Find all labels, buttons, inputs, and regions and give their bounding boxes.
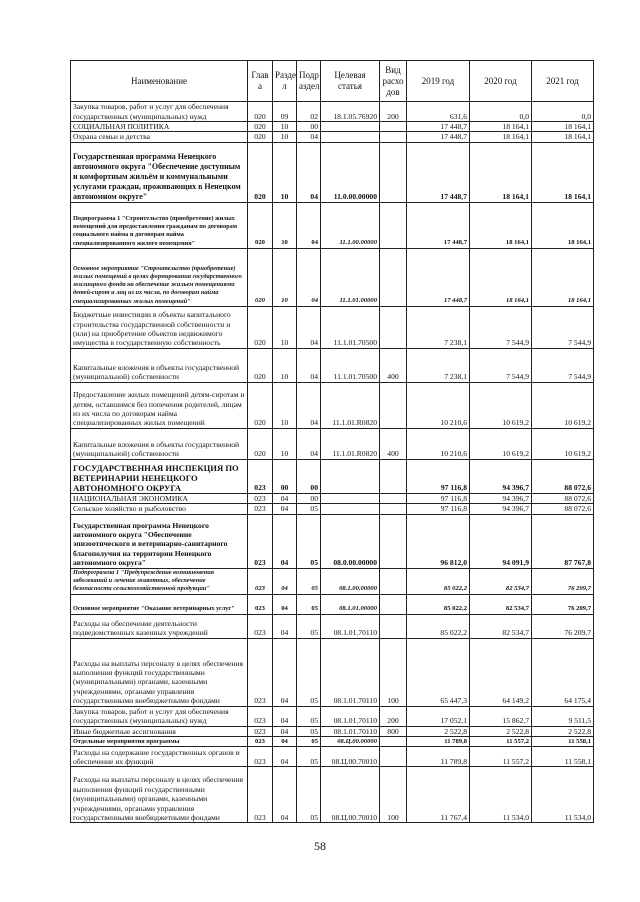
data-cell-2020: 15 862,7 [470, 706, 532, 726]
data-cell-razdel: 04 [273, 706, 297, 726]
data-cell-name: Предоставление жилых помещений детям-сиротам и детям, оставшимся без попечения родителей, лицам из их числа по договорам найма специализированных жилых помещений [71, 382, 248, 428]
table-row [71, 202, 594, 248]
data-cell-razdel: 04 [273, 638, 297, 706]
data-cell-podrazdel: 04 [297, 428, 321, 459]
data-cell-podrazdel: 05 [297, 614, 321, 638]
data-cell-razdel: 10 [273, 202, 297, 248]
data-cell-podrazdel: 05 [297, 706, 321, 726]
data-cell-2020: 94 396,7 [470, 504, 532, 514]
data-cell-podrazdel: 05 [297, 568, 321, 594]
data-cell-podrazdel: 04 [297, 382, 321, 428]
data-cell-glava: 023 [248, 726, 273, 736]
table-row [71, 504, 594, 514]
data-cell-name: Расходы на выплаты персоналу в целях обеспечения выполнения функций государственными (муниципальными) органами, казенными учреждениями, органами управления государственными внебюджетными фондами [71, 767, 248, 823]
data-cell-glava: 023 [248, 514, 273, 568]
data-cell-name: Капитальные вложения в объекты государственной (муниципальной) собственности [71, 348, 248, 382]
data-cell-podrazdel: 05 [297, 504, 321, 514]
header-target: Целевая статья [321, 61, 380, 102]
data-cell-glava: 020 [248, 102, 273, 122]
data-cell-podrazdel: 00 [297, 122, 321, 132]
data-cell-name: Основное мероприятие "Строительство (приобретение) жилых помещений в целях формирования государственного жилищного фонда на обеспечение жильем помещениями детей-сирот и лиц из их числа, по договорам найма специализированных жилых помещений" [71, 248, 248, 306]
data-cell-razdel: 10 [273, 142, 297, 202]
data-cell-name: Сельское хозяйство и рыболовство [71, 504, 248, 514]
data-cell-target: 08.Ц.00.00000 [321, 737, 380, 747]
data-cell-vid [380, 614, 407, 638]
data-cell-2021: 10 619,2 [532, 428, 594, 459]
data-cell-razdel: 04 [273, 726, 297, 736]
data-cell-razdel: 04 [273, 594, 297, 614]
data-cell-2021: 11 534,0 [532, 767, 594, 823]
data-cell-podrazdel: 05 [297, 767, 321, 823]
table-row [71, 747, 594, 767]
page-number: 58 [314, 839, 326, 853]
table-row [71, 638, 594, 706]
data-cell-vid [380, 382, 407, 428]
table-row [71, 594, 594, 614]
header-name: Наименование [71, 61, 248, 102]
data-cell-glava: 020 [248, 382, 273, 428]
data-cell-target: 08.1.00.00000 [321, 568, 380, 594]
data-cell-2019: 17 448,7 [407, 132, 470, 142]
data-cell-target: 11.1.01.70500 [321, 306, 380, 348]
data-cell-podrazdel: 00 [297, 493, 321, 503]
data-cell-razdel: 04 [273, 514, 297, 568]
data-cell-2019: 11 789,8 [407, 737, 470, 747]
data-cell-vid [380, 459, 407, 493]
data-cell-2019: 85 022,2 [407, 594, 470, 614]
data-cell-razdel: 10 [273, 132, 297, 142]
data-cell-2021: 0,0 [532, 102, 594, 122]
data-cell-2021: 76 209,7 [532, 594, 594, 614]
table-row [71, 428, 594, 459]
data-cell-glava: 023 [248, 568, 273, 594]
data-cell-2020: 94 396,7 [470, 459, 532, 493]
data-cell-podrazdel: 05 [297, 594, 321, 614]
data-cell-podrazdel: 04 [297, 348, 321, 382]
data-cell-podrazdel: 05 [297, 747, 321, 767]
table-row [71, 248, 594, 306]
data-cell-podrazdel: 04 [297, 142, 321, 202]
data-cell-2020: 2 522,8 [470, 726, 532, 736]
data-cell-2021: 76 209,7 [532, 614, 594, 638]
budget-table-sheet [70, 60, 593, 823]
data-cell-name: Закупка товаров, работ и услуг для обеспечения государственных (муниципальных) нужд [71, 706, 248, 726]
data-cell-vid: 800 [380, 726, 407, 736]
data-cell-glava: 023 [248, 504, 273, 514]
data-cell-vid [380, 747, 407, 767]
table-row [71, 382, 594, 428]
data-cell-target: 08.Ц.00.70010 [321, 747, 380, 767]
data-cell-2019: 96 812,0 [407, 514, 470, 568]
data-cell-2020: 18 164,1 [470, 132, 532, 142]
data-cell-glava: 023 [248, 638, 273, 706]
data-cell-2021: 76 209,7 [532, 568, 594, 594]
data-cell-name: Подпрограмма 1 "Предупреждение возникновения заболеваний и лечение животных, обеспечение безопасности сельскохозяйственной продукции" [71, 568, 248, 594]
data-cell-razdel: 10 [273, 428, 297, 459]
data-cell-target [321, 493, 380, 503]
data-cell-glava: 020 [248, 132, 273, 142]
table-row [71, 614, 594, 638]
data-cell-2021: 88 072,6 [532, 459, 594, 493]
data-cell-target: 18.1.05.76920 [321, 102, 380, 122]
data-cell-razdel: 10 [273, 248, 297, 306]
data-cell-vid [380, 493, 407, 503]
data-cell-2020: 0,0 [470, 102, 532, 122]
data-cell-vid [380, 132, 407, 142]
data-cell-podrazdel: 05 [297, 514, 321, 568]
header-podrazdel: Подр аздел [297, 61, 321, 102]
data-cell-razdel: 04 [273, 747, 297, 767]
data-cell-glava: 020 [248, 142, 273, 202]
data-cell-vid [380, 122, 407, 132]
data-cell-glava: 023 [248, 614, 273, 638]
data-cell-target: 11.1.00.00000 [321, 202, 380, 248]
table-row [71, 726, 594, 736]
table-row [71, 706, 594, 726]
header-razdel: Разде л [273, 61, 297, 102]
data-cell-2019: 85 022,2 [407, 568, 470, 594]
data-cell-2021: 7 544,9 [532, 306, 594, 348]
data-cell-2019: 17 448,7 [407, 248, 470, 306]
data-cell-target [321, 122, 380, 132]
data-cell-2020: 7 544,9 [470, 348, 532, 382]
data-cell-name: Иные бюджетные ассигнования [71, 726, 248, 736]
data-cell-2021: 18 164,1 [532, 142, 594, 202]
data-cell-podrazdel: 04 [297, 202, 321, 248]
table-header-row [71, 61, 594, 102]
data-cell-2020: 11 534,0 [470, 767, 532, 823]
data-cell-target: 11.0.00.00000 [321, 142, 380, 202]
data-cell-vid: 400 [380, 348, 407, 382]
data-cell-vid [380, 594, 407, 614]
data-cell-2021: 7 544,9 [532, 348, 594, 382]
data-cell-razdel: 10 [273, 122, 297, 132]
data-cell-glava: 023 [248, 767, 273, 823]
data-cell-name: Подпрограмма 1 "Строительство (приобретение) жилых помещений для предоставления гражданам по договорам социального найма и договорам найма специализированного жилого помещения" [71, 202, 248, 248]
data-cell-glava: 020 [248, 428, 273, 459]
data-cell-2021: 88 072,6 [532, 504, 594, 514]
data-cell-name: Основное мероприятие "Оказание ветеринарных услуг" [71, 594, 248, 614]
data-cell-2019: 11 789,8 [407, 747, 470, 767]
data-cell-podrazdel: 05 [297, 737, 321, 747]
table-row [71, 348, 594, 382]
data-cell-glava: 020 [248, 348, 273, 382]
table-row [71, 102, 594, 122]
data-cell-glava: 020 [248, 202, 273, 248]
data-cell-razdel: 10 [273, 382, 297, 428]
data-cell-name: Расходы на содержание государственных органов и обеспечение их функций [71, 747, 248, 767]
data-cell-vid: 200 [380, 102, 407, 122]
data-cell-target: 11.1.01.R0820 [321, 428, 380, 459]
table-row [71, 306, 594, 348]
data-cell-razdel: 04 [273, 504, 297, 514]
data-cell-2021: 11 558,1 [532, 737, 594, 747]
data-cell-name: Отдельные мероприятия программы [71, 737, 248, 747]
data-cell-2020: 64 149,2 [470, 638, 532, 706]
data-cell-2021: 11 558,1 [532, 747, 594, 767]
data-cell-2021: 18 164,1 [532, 132, 594, 142]
data-cell-target: 08.1.01.70110 [321, 614, 380, 638]
data-cell-2020: 94 091,9 [470, 514, 532, 568]
header-glava: Глав а [248, 61, 273, 102]
data-cell-glava: 020 [248, 306, 273, 348]
data-cell-2019: 631,6 [407, 102, 470, 122]
header-2019: 2019 год [407, 61, 470, 102]
data-cell-2019: 2 522,8 [407, 726, 470, 736]
data-cell-podrazdel: 00 [297, 459, 321, 493]
data-cell-target: 11.1.01.70500 [321, 348, 380, 382]
data-cell-target: 11.1.01.R0820 [321, 382, 380, 428]
header-2021: 2021 год [532, 61, 594, 102]
data-cell-glava: 020 [248, 122, 273, 132]
data-cell-2020: 82 534,7 [470, 568, 532, 594]
data-cell-name: Расходы на выплаты персоналу в целях обеспечения выполнения функций государственными (муниципальными) органами, казенными учреждениями, органами управления государственными внебюджетными фондами [71, 638, 248, 706]
data-cell-target: 08.1.01.70110 [321, 726, 380, 736]
data-cell-name: Капитальные вложения в объекты государственной (муниципальной) собственности [71, 428, 248, 459]
data-cell-razdel: 04 [273, 614, 297, 638]
table-row [71, 767, 594, 823]
data-cell-2019: 85 022,2 [407, 614, 470, 638]
data-cell-glava: 023 [248, 493, 273, 503]
data-cell-2020: 82 534,7 [470, 614, 532, 638]
data-cell-vid: 100 [380, 767, 407, 823]
data-cell-2020: 18 164,1 [470, 248, 532, 306]
data-cell-2020: 94 396,7 [470, 493, 532, 503]
data-cell-2019: 17 052,1 [407, 706, 470, 726]
data-cell-2021: 18 164,1 [532, 202, 594, 248]
data-cell-vid [380, 142, 407, 202]
data-cell-razdel: 04 [273, 568, 297, 594]
data-cell-name: Закупка товаров, работ и услуг для обеспечения государственных (муниципальных) нужд [71, 102, 248, 122]
data-cell-2020: 82 534,7 [470, 594, 532, 614]
data-cell-target [321, 504, 380, 514]
table-row [71, 122, 594, 132]
data-cell-target: 08.1.01.00000 [321, 594, 380, 614]
table-row [71, 493, 594, 503]
data-cell-podrazdel: 04 [297, 306, 321, 348]
data-cell-vid: 400 [380, 428, 407, 459]
data-cell-2019: 97 116,8 [407, 459, 470, 493]
data-cell-target: 08.1.01.70110 [321, 706, 380, 726]
data-cell-vid: 100 [380, 638, 407, 706]
data-cell-2019: 11 767,4 [407, 767, 470, 823]
data-cell-vid [380, 202, 407, 248]
data-cell-name: Государственная программа Ненецкого автономного округа "Обеспечение эпизоотического и ветеринарно-санитарного благополучия на территории Ненецкого автономного округа" [71, 514, 248, 568]
data-cell-vid [380, 568, 407, 594]
data-cell-vid [380, 514, 407, 568]
data-cell-2021: 88 072,6 [532, 493, 594, 503]
data-cell-2019: 17 448,7 [407, 122, 470, 132]
data-cell-2020: 11 557,2 [470, 737, 532, 747]
data-cell-2019: 10 210,6 [407, 428, 470, 459]
data-cell-2020: 18 164,1 [470, 122, 532, 132]
table-row [71, 132, 594, 142]
data-cell-podrazdel: 04 [297, 132, 321, 142]
data-cell-podrazdel: 05 [297, 726, 321, 736]
header-vid: Вид расхо дов [380, 61, 407, 102]
table-row [71, 514, 594, 568]
data-cell-2020: 10 619,2 [470, 382, 532, 428]
data-cell-razdel: 04 [273, 737, 297, 747]
header-2020: 2020 год [470, 61, 532, 102]
data-cell-2021: 18 164,1 [532, 122, 594, 132]
data-cell-2021: 18 164,1 [532, 248, 594, 306]
table-row [71, 459, 594, 493]
table-row [71, 568, 594, 594]
data-cell-target: 08.Ц.00.70010 [321, 767, 380, 823]
data-cell-glava: 023 [248, 594, 273, 614]
data-cell-2019: 97 116,8 [407, 493, 470, 503]
data-cell-2020: 18 164,1 [470, 202, 532, 248]
data-cell-vid [380, 306, 407, 348]
data-cell-2019: 10 210,6 [407, 382, 470, 428]
data-cell-razdel: 04 [273, 767, 297, 823]
data-cell-2021: 87 767,8 [532, 514, 594, 568]
data-cell-name: ГОСУДАРСТВЕННАЯ ИНСПЕКЦИЯ ПО ВЕТЕРИНАРИИ НЕНЕЦКОГО АВТОНОМНОГО ОКРУГА [71, 459, 248, 493]
data-cell-glava: 023 [248, 706, 273, 726]
data-cell-razdel: 04 [273, 493, 297, 503]
data-cell-2019: 17 448,7 [407, 202, 470, 248]
data-cell-name: НАЦИОНАЛЬНАЯ ЭКОНОМИКА [71, 493, 248, 503]
data-cell-2019: 7 238,1 [407, 348, 470, 382]
data-cell-target [321, 459, 380, 493]
data-cell-name: Расходы на обеспечение деятельности подведомственных казенных учреждений [71, 614, 248, 638]
data-cell-podrazdel: 05 [297, 638, 321, 706]
budget-table [70, 60, 594, 823]
data-cell-glava: 020 [248, 248, 273, 306]
data-cell-2019: 65 447,3 [407, 638, 470, 706]
data-cell-2020: 7 544,9 [470, 306, 532, 348]
data-cell-2019: 7 238,1 [407, 306, 470, 348]
data-cell-name: СОЦИАЛЬНАЯ ПОЛИТИКА [71, 122, 248, 132]
data-cell-2021: 10 619,2 [532, 382, 594, 428]
data-cell-name: Бюджетные инвестиции в объекты капитального строительства государственной собственности и (или) на приобретение объектов недвижимого имущества в государственную собственность [71, 306, 248, 348]
data-cell-glava: 023 [248, 747, 273, 767]
data-cell-2019: 17 448,7 [407, 142, 470, 202]
data-cell-name: Государственная программа Ненецкого автономного округа "Обеспечение доступным и комфортным жильём и коммунальными услугами граждан, проживающих в Ненецком автономном округе" [71, 142, 248, 202]
table-row [71, 737, 594, 747]
data-cell-2021: 9 511,5 [532, 706, 594, 726]
data-cell-2019: 97 116,8 [407, 504, 470, 514]
data-cell-vid [380, 248, 407, 306]
data-cell-target [321, 132, 380, 142]
data-cell-target: 11.1.01.00000 [321, 248, 380, 306]
data-cell-2020: 18 164,1 [470, 142, 532, 202]
data-cell-target: 08.0.00.00000 [321, 514, 380, 568]
data-cell-razdel: 10 [273, 306, 297, 348]
table-row [71, 142, 594, 202]
data-cell-razdel: 09 [273, 102, 297, 122]
data-cell-vid [380, 737, 407, 747]
data-cell-2020: 10 619,2 [470, 428, 532, 459]
data-cell-glava: 023 [248, 737, 273, 747]
data-cell-podrazdel: 04 [297, 248, 321, 306]
data-cell-target: 08.1.01.70110 [321, 638, 380, 706]
data-cell-name: Охрана семьи и детства [71, 132, 248, 142]
data-cell-2021: 2 522,8 [532, 726, 594, 736]
data-cell-podrazdel: 02 [297, 102, 321, 122]
data-cell-2021: 64 175,4 [532, 638, 594, 706]
data-cell-2020: 11 557,2 [470, 747, 532, 767]
data-cell-vid: 200 [380, 706, 407, 726]
data-cell-razdel: 00 [273, 459, 297, 493]
data-cell-razdel: 10 [273, 348, 297, 382]
data-cell-glava: 023 [248, 459, 273, 493]
data-cell-vid [380, 504, 407, 514]
